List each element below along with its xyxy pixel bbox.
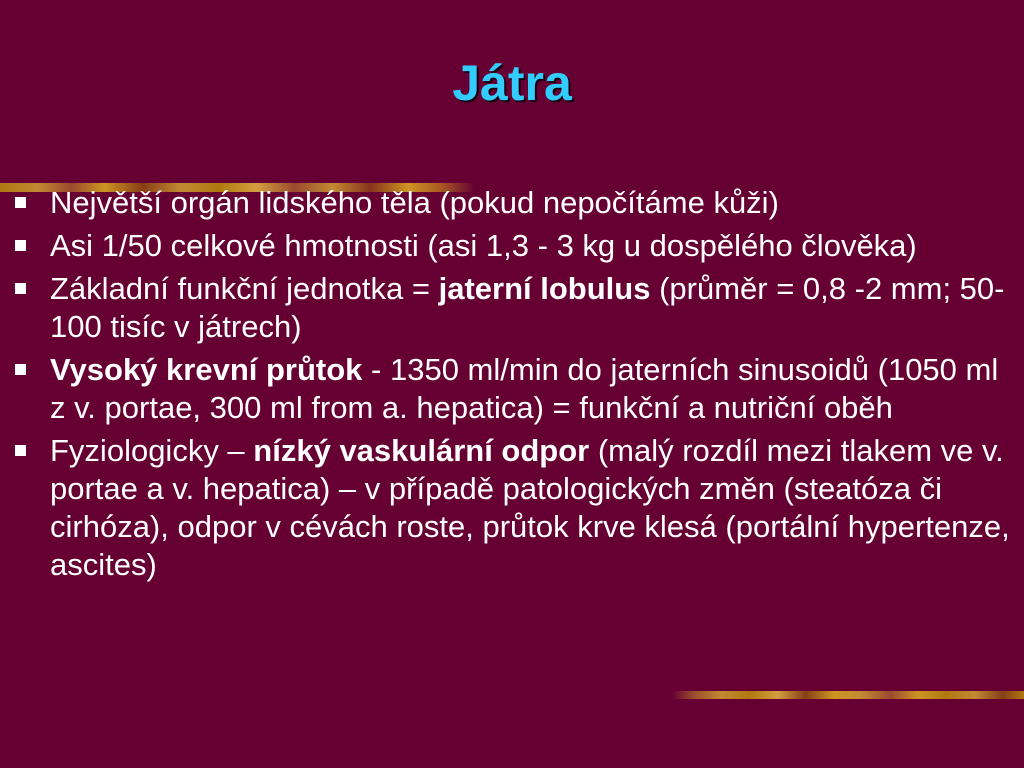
bullet-text: Asi 1/50 celkové hmotnosti (asi 1,3 - 3 kg u dospělého člověka) (50, 228, 917, 263)
bullet-text: Největší orgán lidského těla (pokud nepočítáme kůži) (50, 185, 779, 220)
square-bullet-icon (15, 283, 26, 294)
bullet-item (12, 432, 1012, 584)
square-bullet-icon (15, 197, 26, 208)
bullet-text: (průměr = 0,8 -2 mm; 50-100 tisíc v játrech) (50, 271, 1005, 344)
bullet-item (12, 270, 1012, 346)
square-bullet-icon (15, 364, 26, 375)
bullet-text: Základní funkční jednotka = (50, 271, 439, 306)
bullet-text-bold: nízký vaskulární odpor (253, 433, 590, 468)
bullet-text: - 1350 ml/min do jaterních sinusoidů (1050 ml z v. portae, 300 ml from a. hepatica) = funkční a nutriční oběh (50, 352, 999, 425)
bullet-text-bold: Vysoký krevní průtok (50, 352, 363, 387)
bullet-item (12, 227, 1012, 265)
square-bullet-icon (15, 445, 26, 456)
bullet-text-bold: jaterní lobulus (438, 271, 651, 306)
bullet-item (12, 351, 1012, 427)
decorative-border-bottom (672, 691, 1024, 699)
bullet-text: (malý rozdíl mezi tlakem ve v. portae a v. hepatica) – v případě patologických změn (steatóza či cirhóza), odpor v cévách roste, průtok krve klesá (portální hypertenze, ascites) (50, 433, 1010, 582)
slide-title: Játra (452, 55, 572, 111)
bullet-item (12, 184, 1012, 222)
square-bullet-icon (15, 240, 26, 251)
bullet-text: Fyziologicky – (50, 433, 254, 468)
bullet-list (12, 184, 1012, 589)
